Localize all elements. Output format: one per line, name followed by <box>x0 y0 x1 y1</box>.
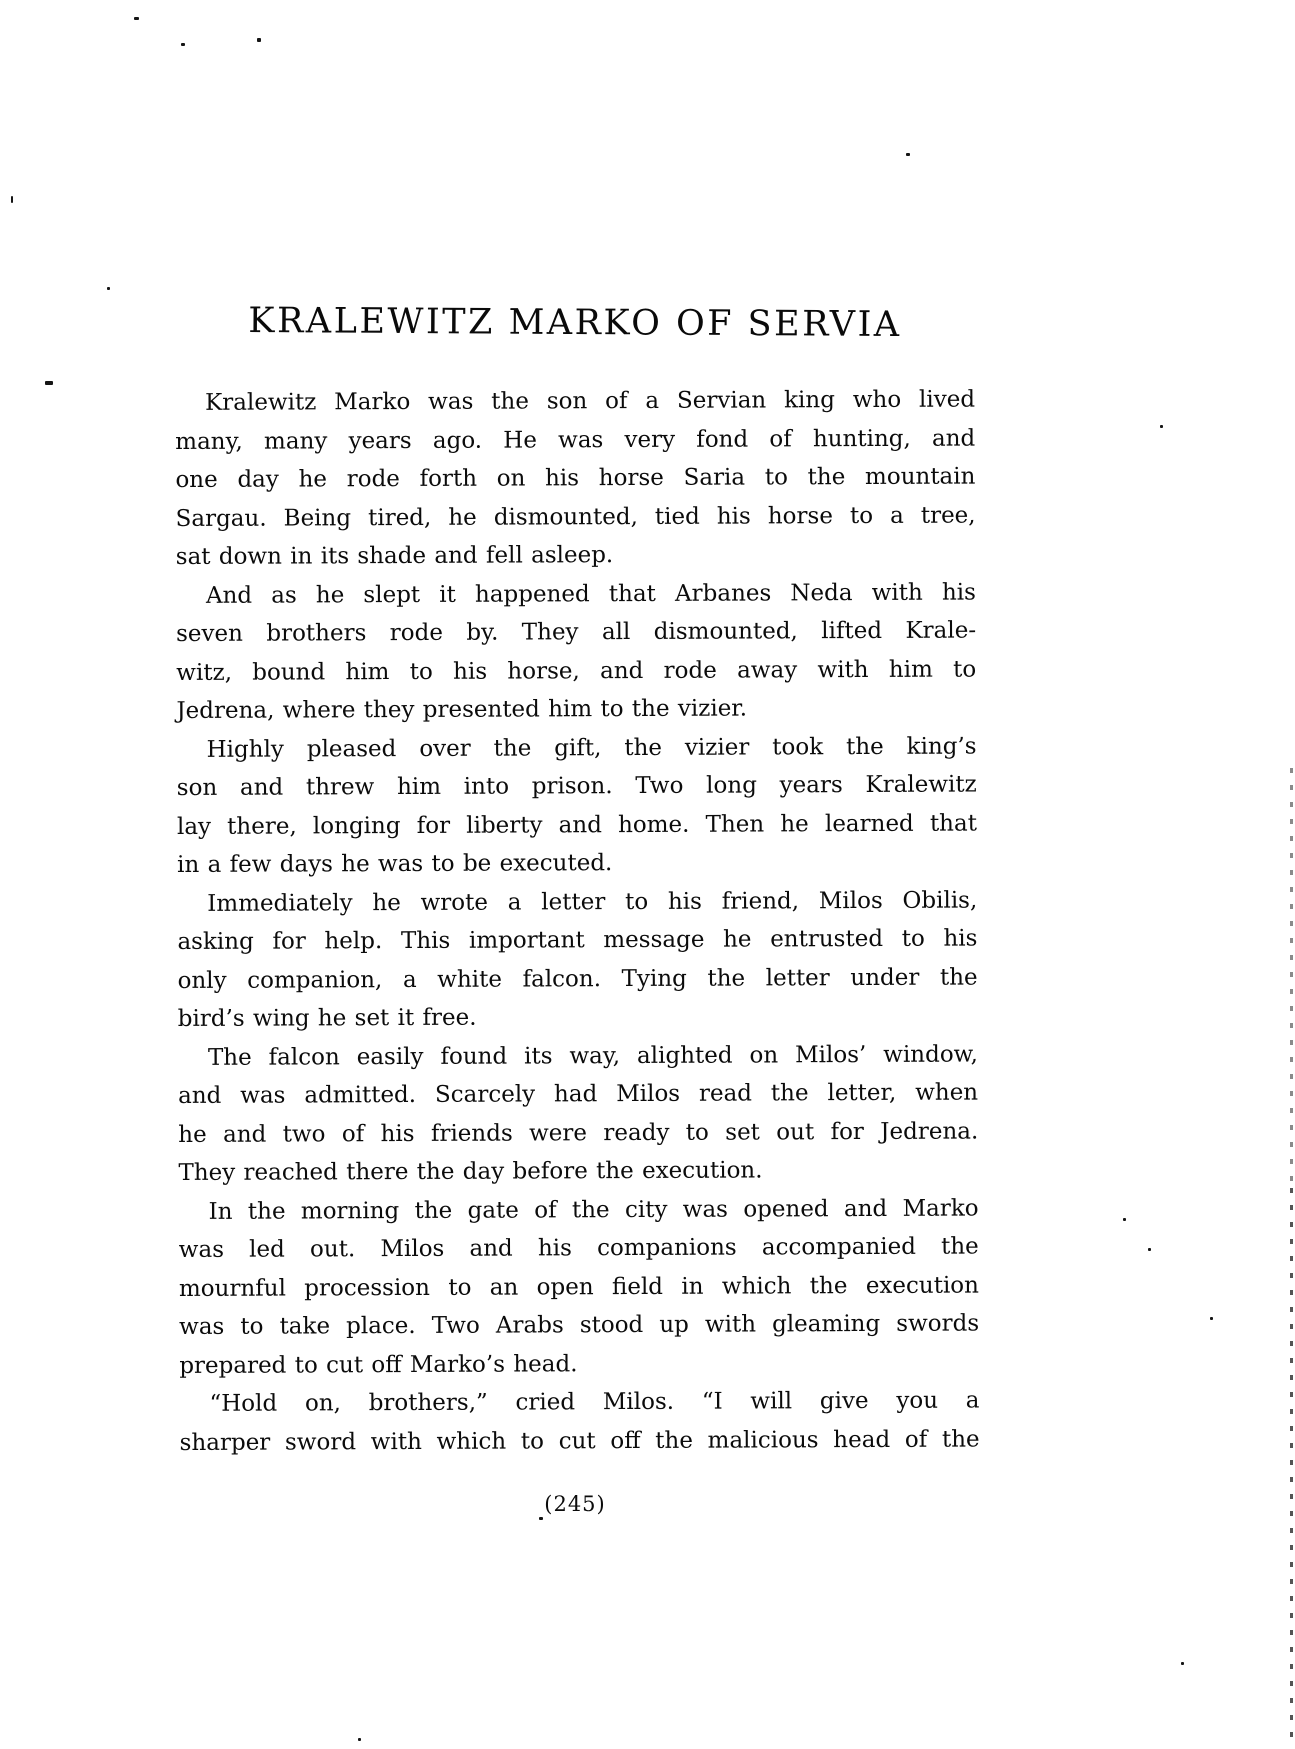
text-line: many, many years ago. He was very fond of hunting, and <box>175 425 976 455</box>
page-title: KRALEWITZ MARKO OF SERVIA <box>248 301 902 345</box>
scan-speck <box>107 287 110 290</box>
paragraph <box>177 881 978 1038</box>
text-line: lay there, longing for liberty and home. Then he learned that <box>176 810 977 840</box>
text-line: sat down in its shade and fell asleep. <box>175 542 614 570</box>
text-line: witz, bound him to his horse, and rode away with him to <box>176 656 977 686</box>
text-line: one day he rode forth on his horse Saria to the mountain <box>175 463 976 493</box>
text-line: Jedrena, where they presented him to the vizier. <box>176 695 748 724</box>
paragraph <box>177 727 978 884</box>
text-line: Kralewitz Marko was the son of a Servian king who lived <box>205 386 976 416</box>
paragraph <box>179 1189 980 1385</box>
paragraph <box>178 1035 979 1192</box>
text-line: In the morning the gate of the city was opened and Marko <box>208 1195 979 1225</box>
text-line: he and two of his friends were ready to set out for Jedrena. <box>178 1118 979 1148</box>
text-line: only companion, a white falcon. Tying the letter under the <box>177 964 978 994</box>
text-line: son and threw him into prison. Two long years Kralewitz <box>176 771 977 801</box>
page-number: (245) <box>544 1492 606 1516</box>
text-line: prepared to cut off Marko’s head. <box>179 1350 578 1379</box>
scan-speck <box>257 38 261 42</box>
text-line: “Hold on, brothers,” cried Milos. “I will give you a <box>209 1387 980 1417</box>
text-line: Immediately he wrote a letter to his friend, Milos Obilis, <box>207 887 978 917</box>
text-line: sharper sword with which to cut off the malicious head of the <box>179 1425 980 1456</box>
scan-speck <box>906 153 910 156</box>
text-line: was to take place. Two Arabs stood up with gleaming swords <box>179 1310 980 1340</box>
text-line: was led out. Milos and his companions accompanied the <box>178 1233 979 1263</box>
scan-speck <box>358 1738 361 1741</box>
text-line: They reached there the day before the execution. <box>178 1157 763 1186</box>
paragraph <box>179 1381 979 1461</box>
scan-speck <box>181 43 185 46</box>
scan-speck <box>1210 1317 1213 1320</box>
scan-speck <box>1148 1248 1151 1251</box>
text-line: asking for help. This important message he entrusted to his <box>177 925 978 955</box>
text-line: The falcon easily found its way, alighted on Milos’ window, <box>207 1041 978 1071</box>
scan-speck <box>1160 425 1163 428</box>
text-line: Sargau. Being tired, he dismounted, tied his horse to a tree, <box>175 502 976 532</box>
scan-speck <box>11 196 13 203</box>
paragraph <box>175 381 976 577</box>
text-line: in a few days he was to be executed. <box>177 850 613 878</box>
scan-binding-artifacts <box>1290 768 1293 1188</box>
text-line: and was admitted. Scarcely had Milos read the letter, when <box>178 1079 979 1109</box>
text-line: bird’s wing he set it free. <box>177 1004 477 1032</box>
text-line: Highly pleased over the gift, the vizier took the king’s <box>206 733 977 763</box>
story-text <box>175 381 980 1462</box>
scan-speck <box>539 1517 543 1520</box>
scan-speck <box>134 17 139 20</box>
scan-speck <box>1181 1662 1184 1665</box>
scan-speck <box>45 381 53 385</box>
scan-binding-artifacts <box>1290 1188 1293 1749</box>
text-line: seven brothers rode by. They all dismounted, lifted Krale- <box>176 617 977 647</box>
text-line: mournful procession to an open field in which the execution <box>178 1272 979 1302</box>
text-line: And as he slept it happened that Arbanes Neda with his <box>205 579 976 609</box>
paragraph <box>176 573 977 730</box>
scan-speck <box>1123 1218 1126 1221</box>
